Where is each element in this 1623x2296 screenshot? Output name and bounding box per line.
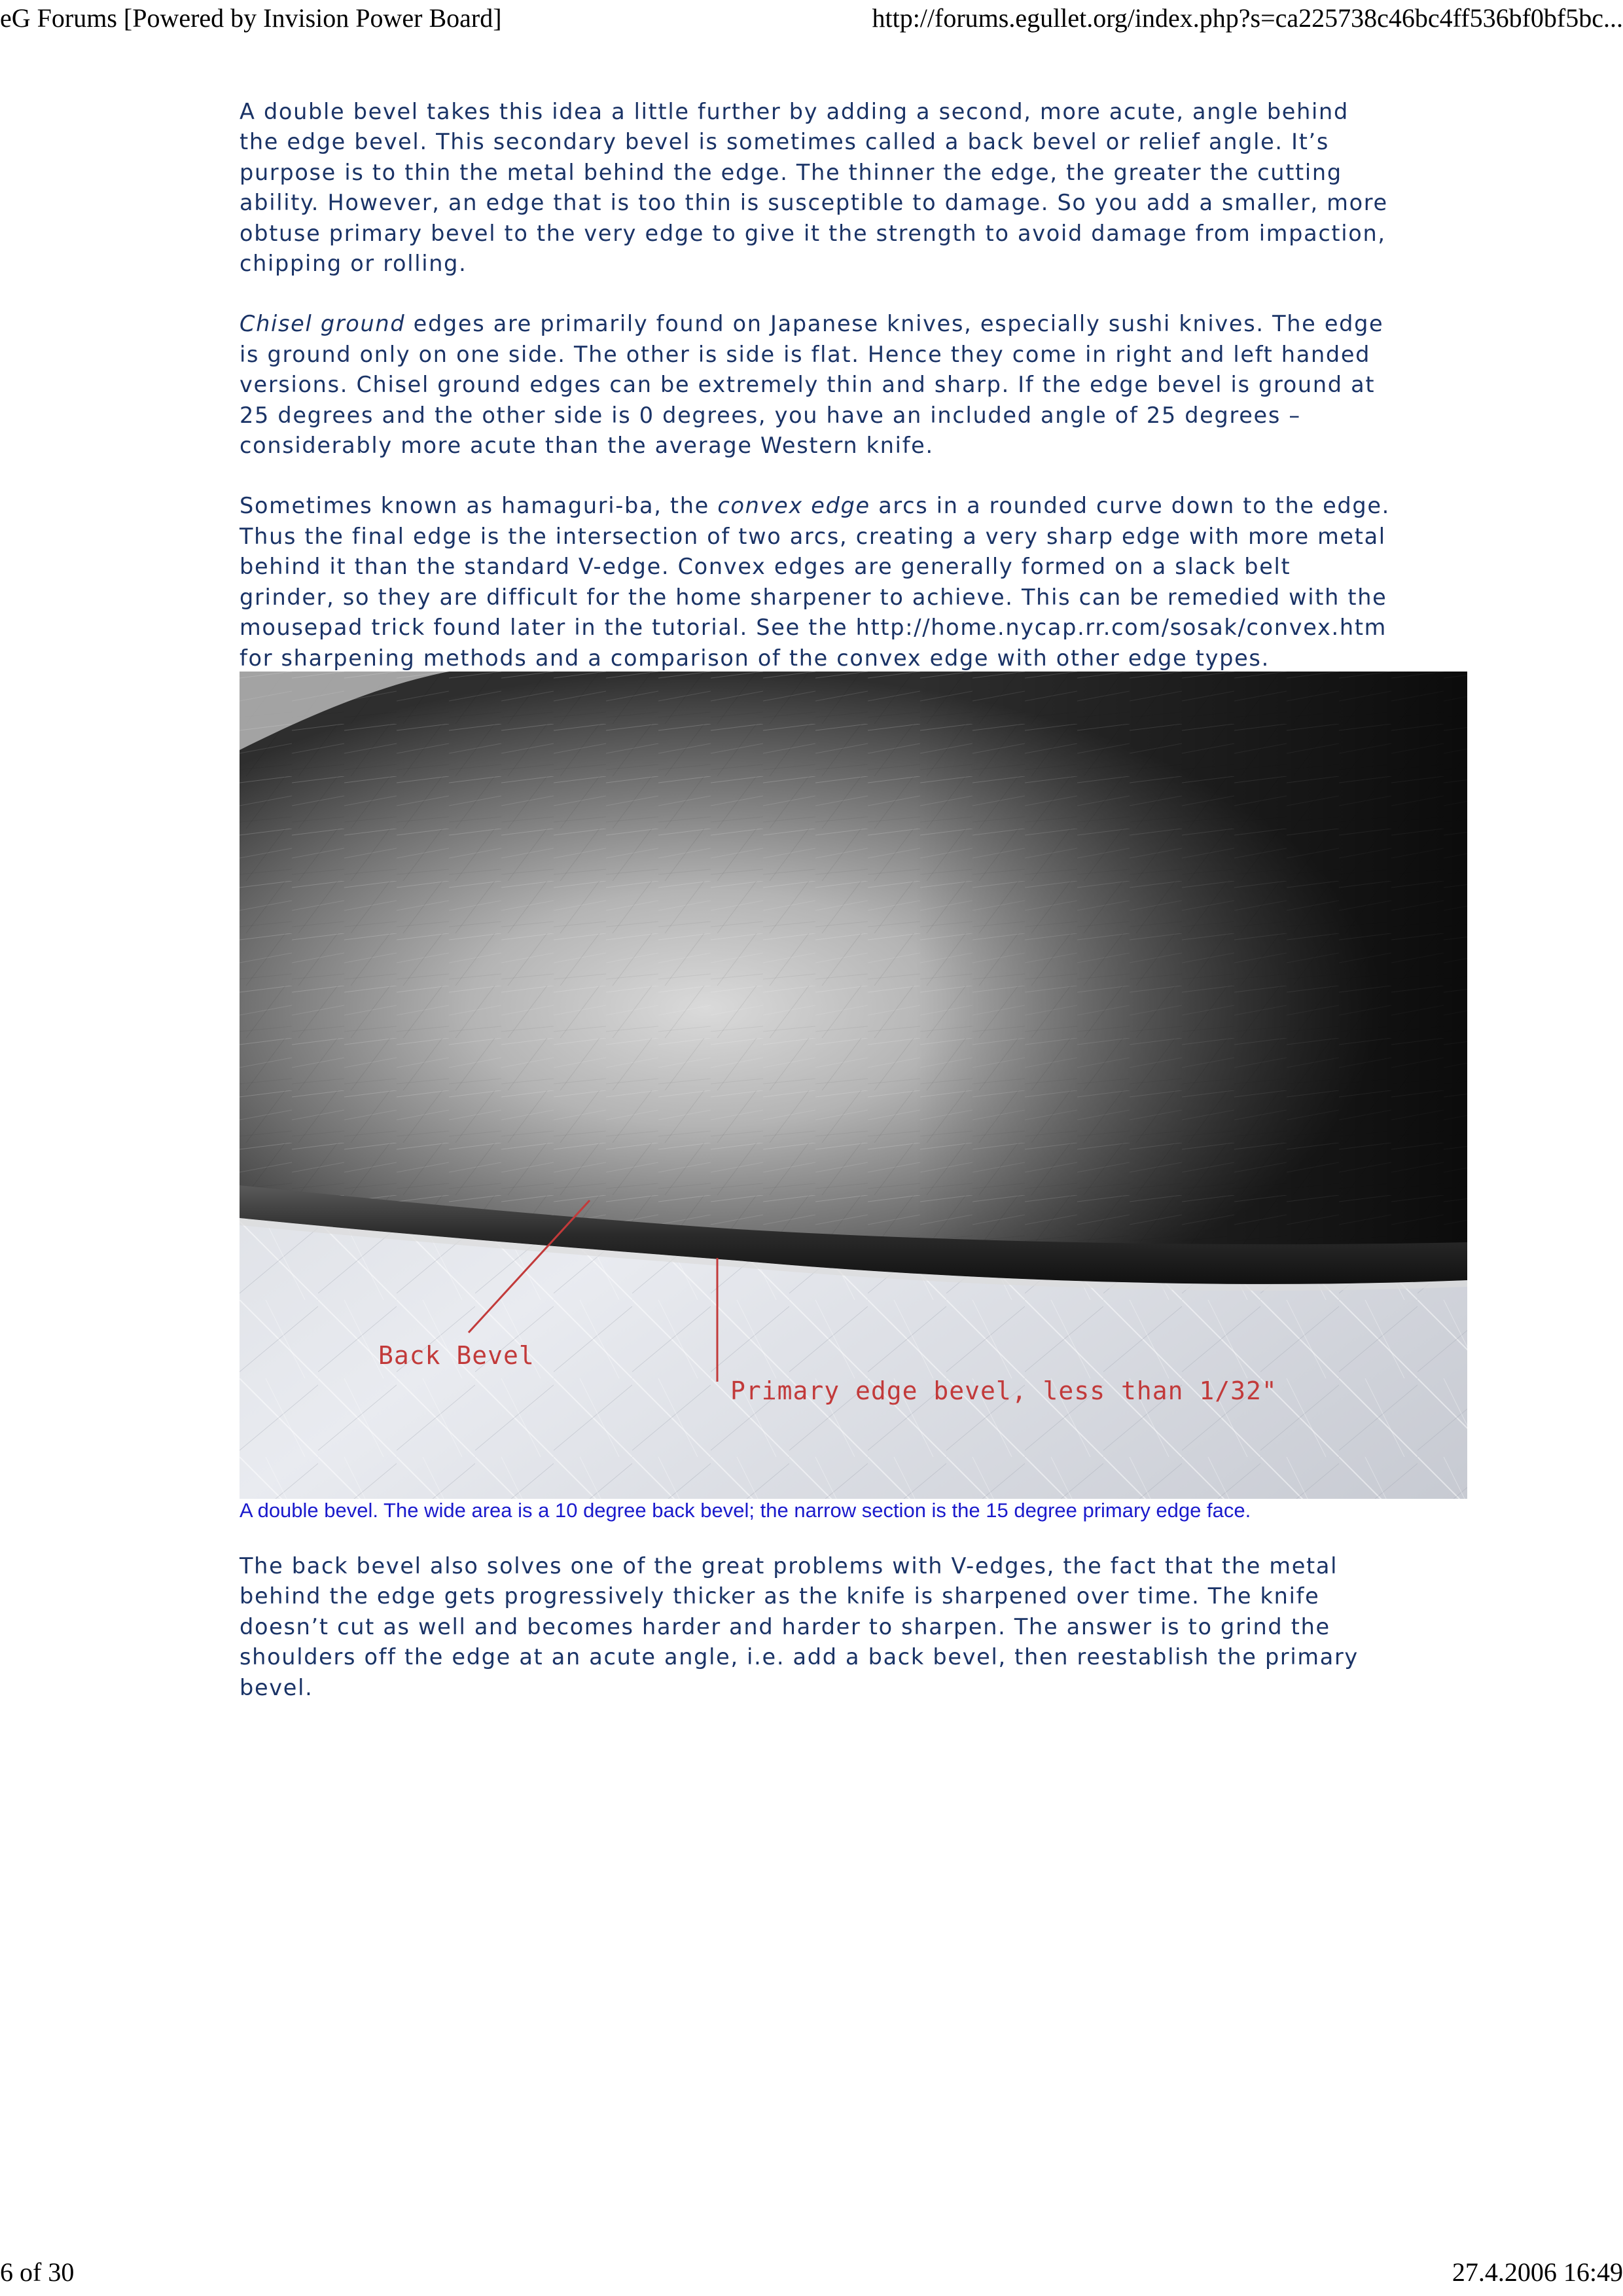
article-body [240,97,1470,704]
paragraph-convex-edge-start: Sometimes known as hamaguri-ba, the [240,493,718,519]
emphasis-convex-edge: convex edge [717,493,870,519]
emphasis-chisel-ground: Chisel ground [240,311,406,337]
header-title: eG Forums [Powered by Invision Power Board] [0,3,502,33]
paragraph-chisel-ground [240,309,1391,461]
label-primary-edge-bevel: Primary edge bevel, less than 1/32" [730,1376,1277,1405]
print-datetime: 27.4.2006 16:49 [1452,2257,1623,2287]
header-url[interactable]: http://forums.egullet.org/index.php?s=ca225738c46bc4ff536bf0bf5bc... [872,3,1623,33]
photo-caption: A double bevel. The wide area is a 10 degree back bevel; the narrow section is the 15 degree primary edge face. [240,1499,1251,1522]
knife-edge-photo [240,672,1467,1499]
paragraph-back-bevel: The back bevel also solves one of the great problems with V-edges, the fact that the metal behind the edge gets progressively thicker as the knife is sharpened over time. The knife doesn’t cut as well and becomes harder and harder to sharpen. The answer is to grind the shoulders off the edge at an acute angle, i.e. add a back bevel, then reestablish the primary bevel. [240,1553,1359,1700]
paragraph-double-bevel: A double bevel takes this idea a little further by adding a second, more acute, angle behind the edge bevel. This secondary bevel is sometimes called a back bevel or relief angle. It’s purpose is to thin the metal behind the edge. The thinner the edge, the greater the cutting ability. However, an edge that is too thin is susceptible to damage. So you add a smaller, more obtuse primary bevel to the very edge to give it the strength to avoid damage from impaction, chipping or rolling. [240,99,1388,277]
paragraph-convex-edge-text: arcs in a rounded curve down to the edge. Thus the final edge is the intersection of two arcs, creating a very sharp edge with more metal behind it than the standard V-edge. Convex edges are generally formed on a slack belt grinder, so they are difficult for the home sharpener to achieve. This can be remedied with the mousepad trick found later in the tutorial. See the http://home.nycap.rr.com/sosak/convex.htm for sharpening methods and a comparison of the convex edge with other edge types. [240,493,1390,671]
paragraph-chisel-ground-text: edges are primarily found on Japanese knives, especially sushi knives. The edge is ground only on one side. The other is side is flat. Hence they come in right and left handed versions. Chisel ground edges can be extremely thin and sharp. If the edge bevel is ground at 25 degrees and the other side is 0 degrees, you have an included angle of 25 degrees – considerably more acute than the average Western knife. [240,311,1384,459]
page-number: 6 of 30 [0,2257,75,2287]
paragraph-convex-edge [240,491,1391,673]
article-body-continued [240,1551,1470,1733]
label-back-bevel: Back Bevel [378,1341,535,1370]
